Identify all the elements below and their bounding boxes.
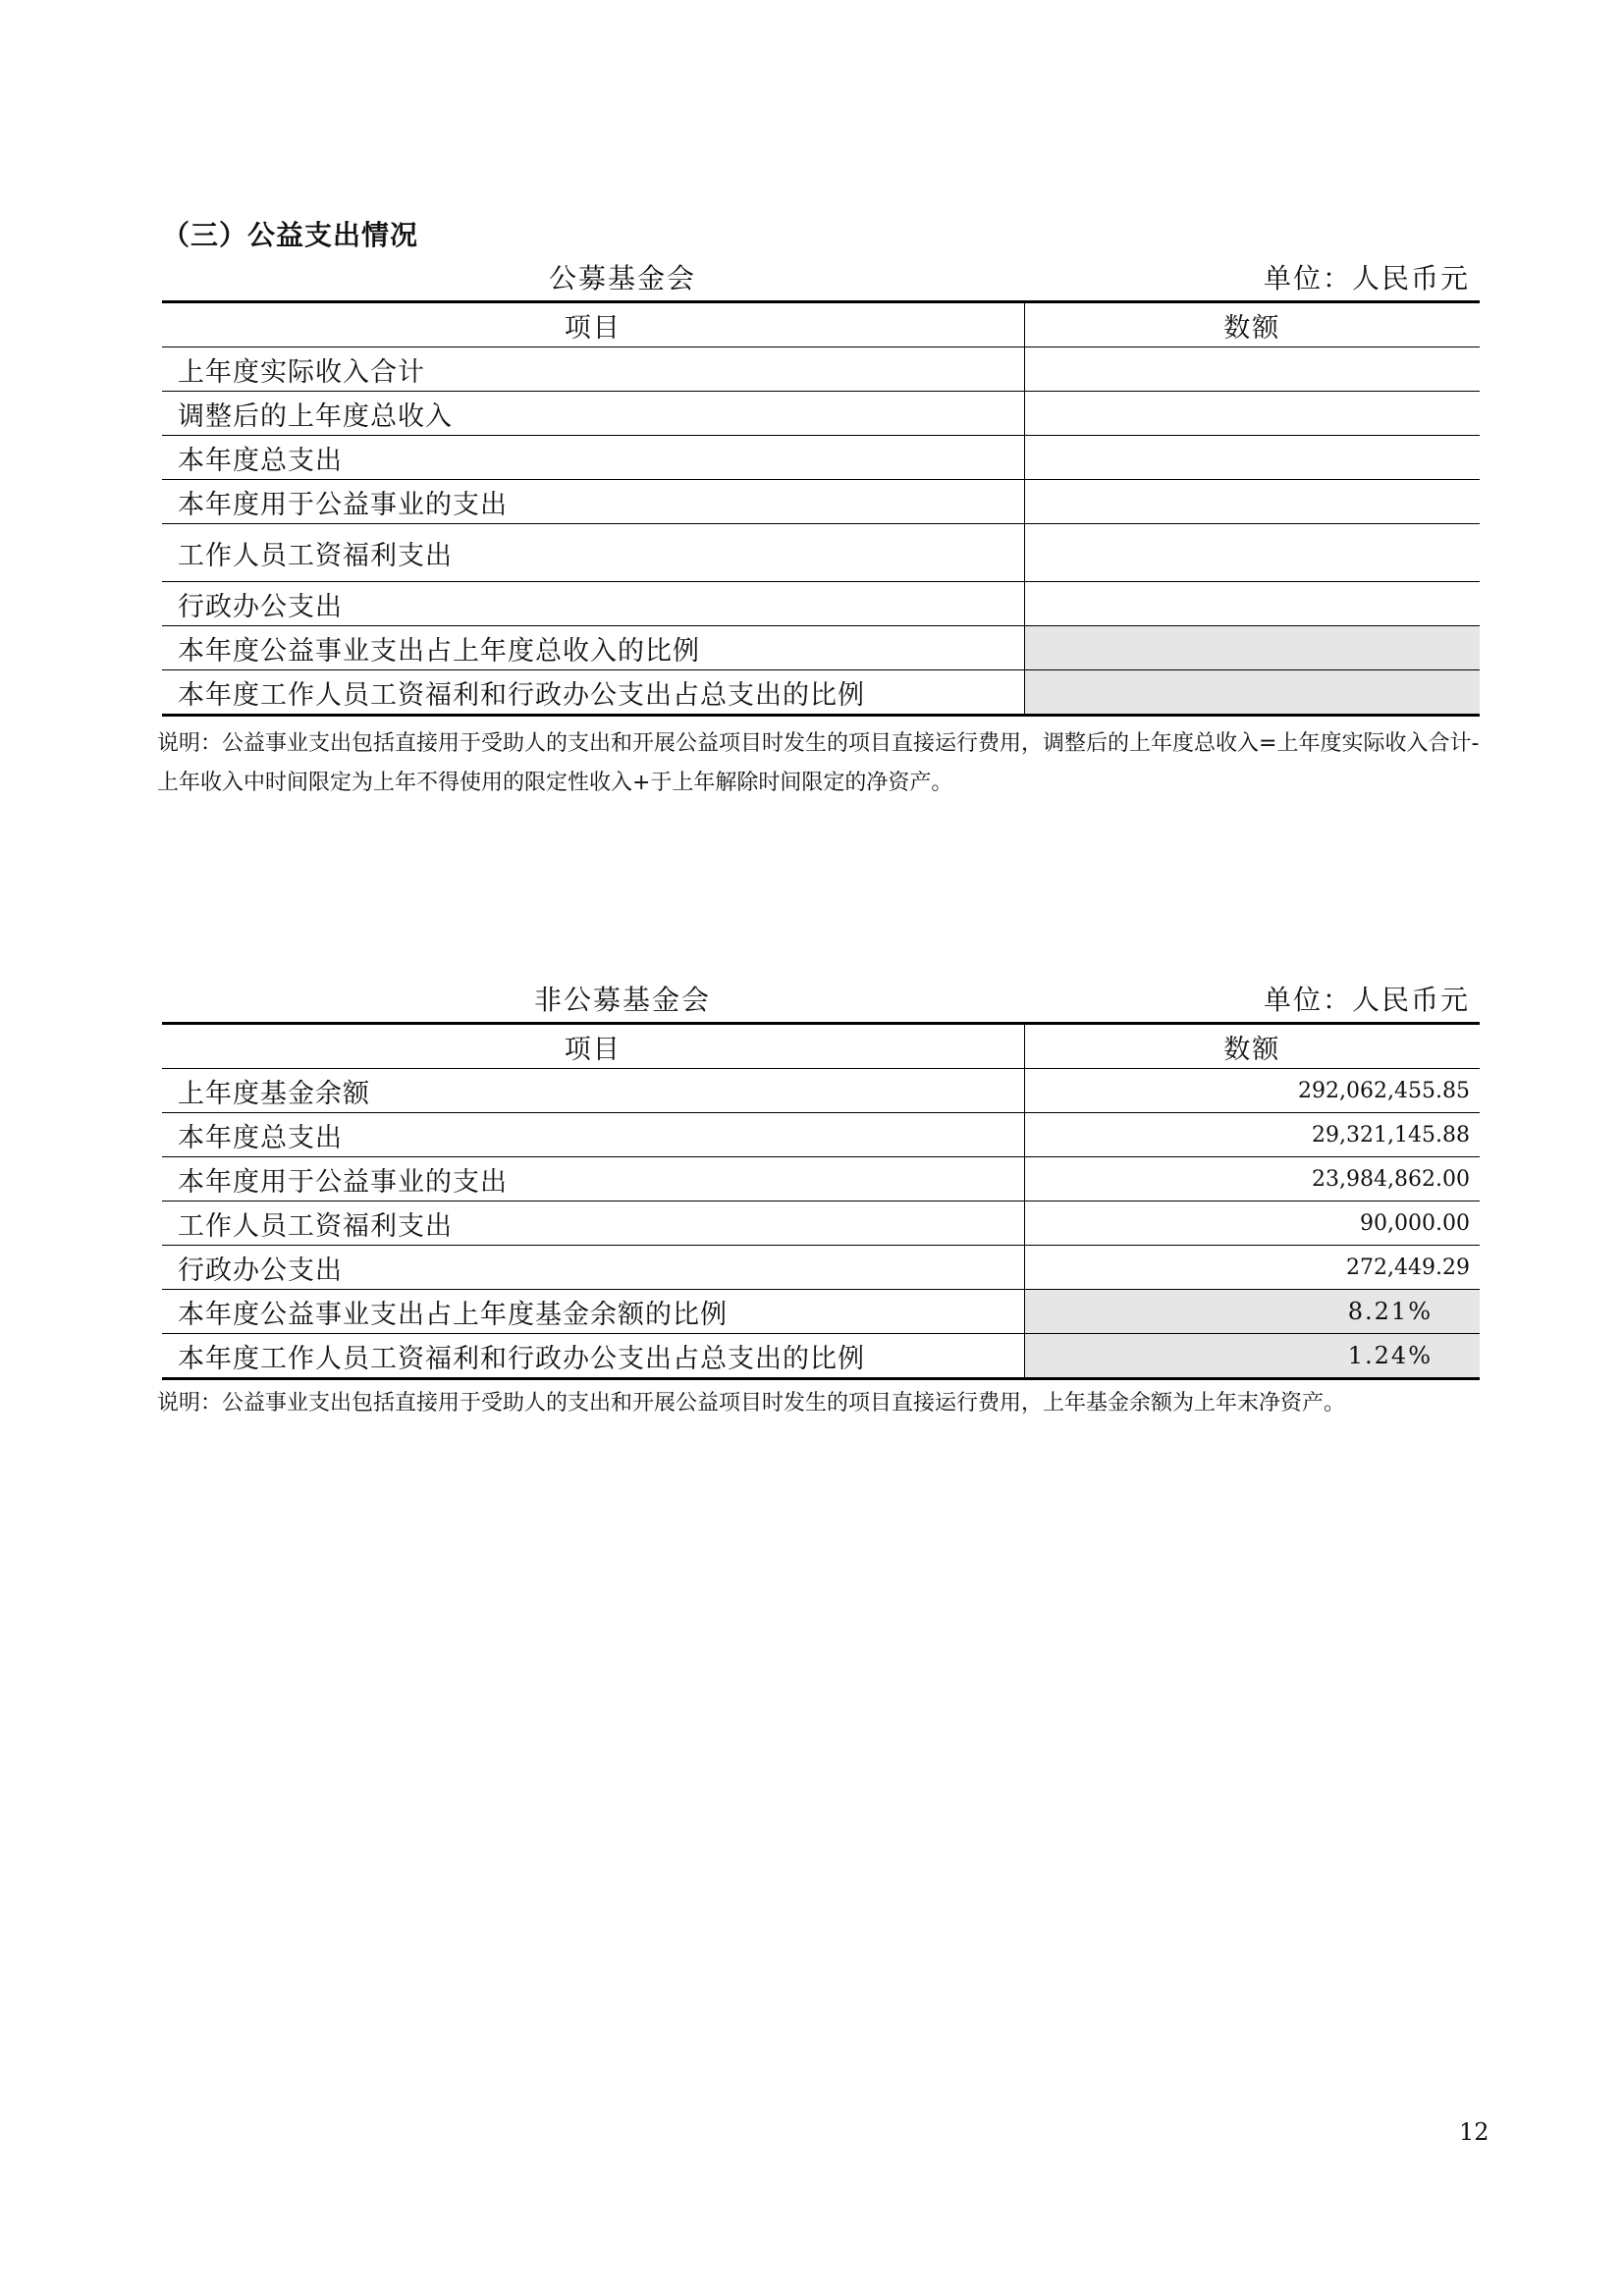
table1-caption-row [162, 257, 1480, 300]
table-row [162, 392, 1480, 436]
row-label: 本年度总支出 [162, 436, 1024, 480]
row-label: 本年度用于公益事业的支出 [162, 480, 1024, 524]
section-title: （三）公益支出情况 [162, 219, 419, 251]
row-label: 上年度基金余额 [162, 1069, 1024, 1113]
non-public-foundation-table-block [162, 979, 1480, 1380]
row-value [1024, 670, 1480, 716]
row-value [1024, 347, 1480, 392]
row-value: 272,449.29 [1024, 1246, 1480, 1290]
table-header-row [162, 1024, 1480, 1069]
row-value: 90,000.00 [1024, 1201, 1480, 1246]
table-row [162, 347, 1480, 392]
row-value [1024, 480, 1480, 524]
table-row [162, 626, 1480, 670]
table2-note: 说明：公益事业支出包括直接用于受助人的支出和开展公益项目时发生的项目直接运行费用，上年基金余额为上年末净资产。 [157, 1391, 1346, 1415]
table-row [162, 524, 1480, 582]
row-value: 23,984,862.00 [1024, 1157, 1480, 1201]
row-label: 上年度实际收入合计 [162, 347, 1024, 392]
table-header-row [162, 302, 1480, 347]
row-label: 本年度用于公益事业的支出 [162, 1157, 1024, 1201]
table-row [162, 1201, 1480, 1246]
row-label: 本年度总支出 [162, 1113, 1024, 1157]
row-label: 本年度公益事业支出占上年度总收入的比例 [162, 626, 1024, 670]
table-row [162, 1246, 1480, 1290]
row-value: 8.21% [1024, 1290, 1480, 1334]
row-label: 工作人员工资福利支出 [162, 1201, 1024, 1246]
row-label: 调整后的上年度总收入 [162, 392, 1024, 436]
public-foundation-table [162, 300, 1480, 717]
table2-caption-row [162, 979, 1480, 1022]
table-row [162, 1069, 1480, 1113]
table-row [162, 670, 1480, 716]
column-header-item: 项目 [162, 1024, 1024, 1069]
row-value [1024, 626, 1480, 670]
table-row [162, 1290, 1480, 1334]
column-header-amount: 数额 [1024, 302, 1480, 347]
row-value [1024, 436, 1480, 480]
row-value: 1.24% [1024, 1334, 1480, 1379]
row-value: 29,321,145.88 [1024, 1113, 1480, 1157]
table-row [162, 1157, 1480, 1201]
row-label: 工作人员工资福利支出 [162, 524, 1024, 582]
table1-unit: 单位：人民币元 [1263, 262, 1470, 294]
table-row [162, 1113, 1480, 1157]
table-row [162, 582, 1480, 626]
table2-unit: 单位：人民币元 [1263, 984, 1470, 1016]
row-label: 本年度工作人员工资福利和行政办公支出占总支出的比例 [162, 670, 1024, 716]
public-foundation-table-block [162, 257, 1480, 717]
row-label: 本年度工作人员工资福利和行政办公支出占总支出的比例 [162, 1334, 1024, 1379]
row-label: 本年度公益事业支出占上年度基金余额的比例 [162, 1290, 1024, 1334]
non-public-foundation-table [162, 1022, 1480, 1380]
table1-caption: 公募基金会 [548, 262, 696, 294]
table-row [162, 480, 1480, 524]
table1-note: 说明：公益事业支出包括直接用于受助人的支出和开展公益项目时发生的项目直接运行费用，调整后的上年度总收入=上年度实际收入合计-上年收入中时间限定为上年不得使用的限定性收入+于上年解除时间限定的净资产。 [157, 731, 1480, 795]
row-value [1024, 524, 1480, 582]
table2-caption: 非公募基金会 [533, 984, 711, 1016]
table-row [162, 436, 1480, 480]
page-number: 12 [1459, 2118, 1489, 2146]
row-label: 行政办公支出 [162, 1246, 1024, 1290]
column-header-item: 项目 [162, 302, 1024, 347]
column-header-amount: 数额 [1024, 1024, 1480, 1069]
row-value: 292,062,455.85 [1024, 1069, 1480, 1113]
table-row [162, 1334, 1480, 1379]
row-value [1024, 582, 1480, 626]
row-label: 行政办公支出 [162, 582, 1024, 626]
row-value [1024, 392, 1480, 436]
